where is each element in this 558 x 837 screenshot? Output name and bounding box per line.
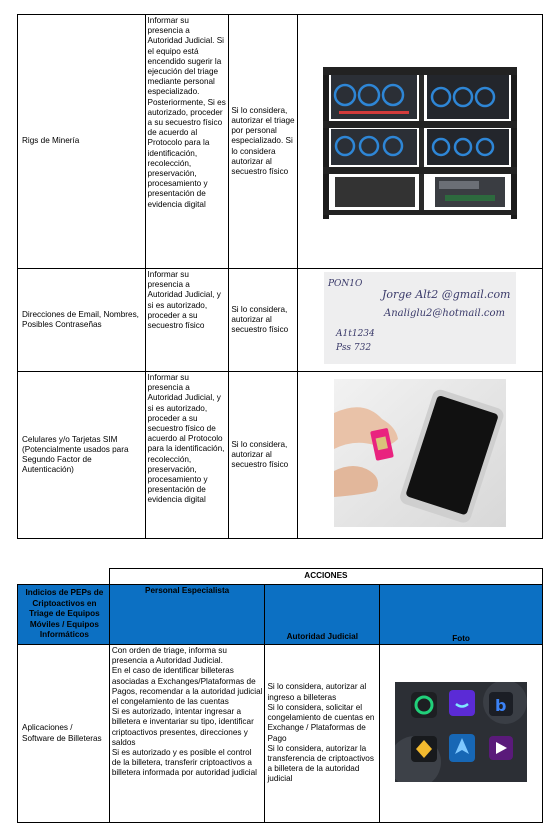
note-line: PON1O	[328, 279, 363, 290]
photo-cell	[380, 645, 543, 823]
item-cell: Rigs de Minería	[18, 15, 146, 269]
judicial-text: Si lo considera, autorizar al ingreso a billeteras Si lo considera, solicitar el congelamiento de cuentas en Exchange / Plataformas de Pago Si lo considera, autorizar la transferencia de criptoactivos a billetera de la autoridad judicial	[267, 682, 375, 784]
specialist-cell: Informar su presencia a Autoridad Judicial, y si es autorizado, proceder a su secuestro físico	[145, 269, 229, 372]
judicial-cell: Si lo considera, autorizar al secuestro físico	[229, 372, 298, 539]
specialist-cell: Informar su presencia a Autoridad Judicial, y si es autorizado, proceder a su secuestro físico de acuerdo al Protocolo para la identificación, recolección, preservación, procesamiento y presentación de evidencia digital	[145, 372, 229, 539]
table-row	[18, 645, 543, 823]
col-specialist-header: Personal Especialista	[109, 585, 265, 645]
note-line: Analiglu2@hotmail.com	[384, 308, 506, 320]
svg-text:b: b	[495, 695, 507, 715]
mining-rig-photo	[315, 55, 525, 225]
table-header-row	[18, 585, 543, 645]
evidence-table-2	[17, 568, 543, 823]
table-header-row	[18, 569, 543, 585]
judicial-cell	[265, 645, 380, 823]
table-row	[18, 372, 543, 539]
photo-cell	[298, 15, 543, 269]
item-cell: Aplicaciones / Software de Billeteras	[18, 645, 110, 823]
sim-card-phone-photo	[334, 379, 506, 527]
item-cell: Direcciones de Email, Nombres, Posibles Contraseñas	[18, 269, 146, 372]
table-row	[18, 269, 543, 372]
note-line: Pss 732	[336, 343, 372, 354]
note-line: Jorge Alt2 @gmail.com	[382, 288, 511, 302]
photo-cell	[298, 372, 543, 539]
wallet-apps-photo	[395, 682, 527, 782]
specialist-cell	[109, 645, 265, 823]
evidence-table-1	[17, 14, 543, 539]
judicial-cell: Si lo considera, autorizar al secuestro físico	[229, 269, 298, 372]
specialist-cell: Informar su presencia a Autoridad Judicial. Si el equipo está encendido sugerir la ejecución del triage mediante personal especializado. Posteriormente, Si es autorizado, proceder a su secuestro físico de acuerdo al Protocolo para la identificación, recolección, preservación, procesamiento y presentación de evidencia digital	[145, 15, 229, 269]
col-judicial-header: Autoridad Judicial	[265, 585, 380, 645]
col-photo-header: Foto	[380, 585, 543, 645]
item-cell: Celulares y/o Tarjetas SIM (Potencialmente usados para Segundo Factor de Autenticación)	[18, 372, 146, 539]
table-row	[18, 15, 543, 269]
note-line: A1t1234	[336, 329, 375, 340]
specialist-text: Con orden de triage, informa su presencia a Autoridad Judicial. En el caso de identificar billeteras asociadas a Exchanges/Plataformas de Pagos, recomendar a la autoridad judicial el congelamiento de las cuentas Si es autorizado, intentar ingresar a billetera e inventariar su tipo, identificar criptoactivos presentes, direcciones y saldos Si es autorizado y es posible el control de la billetera, transferir criptoactivos a billetera informada por autoridad judicial	[111, 646, 263, 778]
acciones-header: ACCIONES	[109, 569, 542, 585]
row-header: Indicios de PEPs de Criptoactivos en Triage de Equipos Móviles / Equipos Informáticos	[18, 585, 110, 645]
judicial-cell: Si lo considera, autorizar el triage por personal especializado. Si lo considera autorizar al secuestro físico	[229, 15, 298, 269]
handwritten-note-photo	[324, 272, 516, 364]
photo-cell	[298, 269, 543, 372]
